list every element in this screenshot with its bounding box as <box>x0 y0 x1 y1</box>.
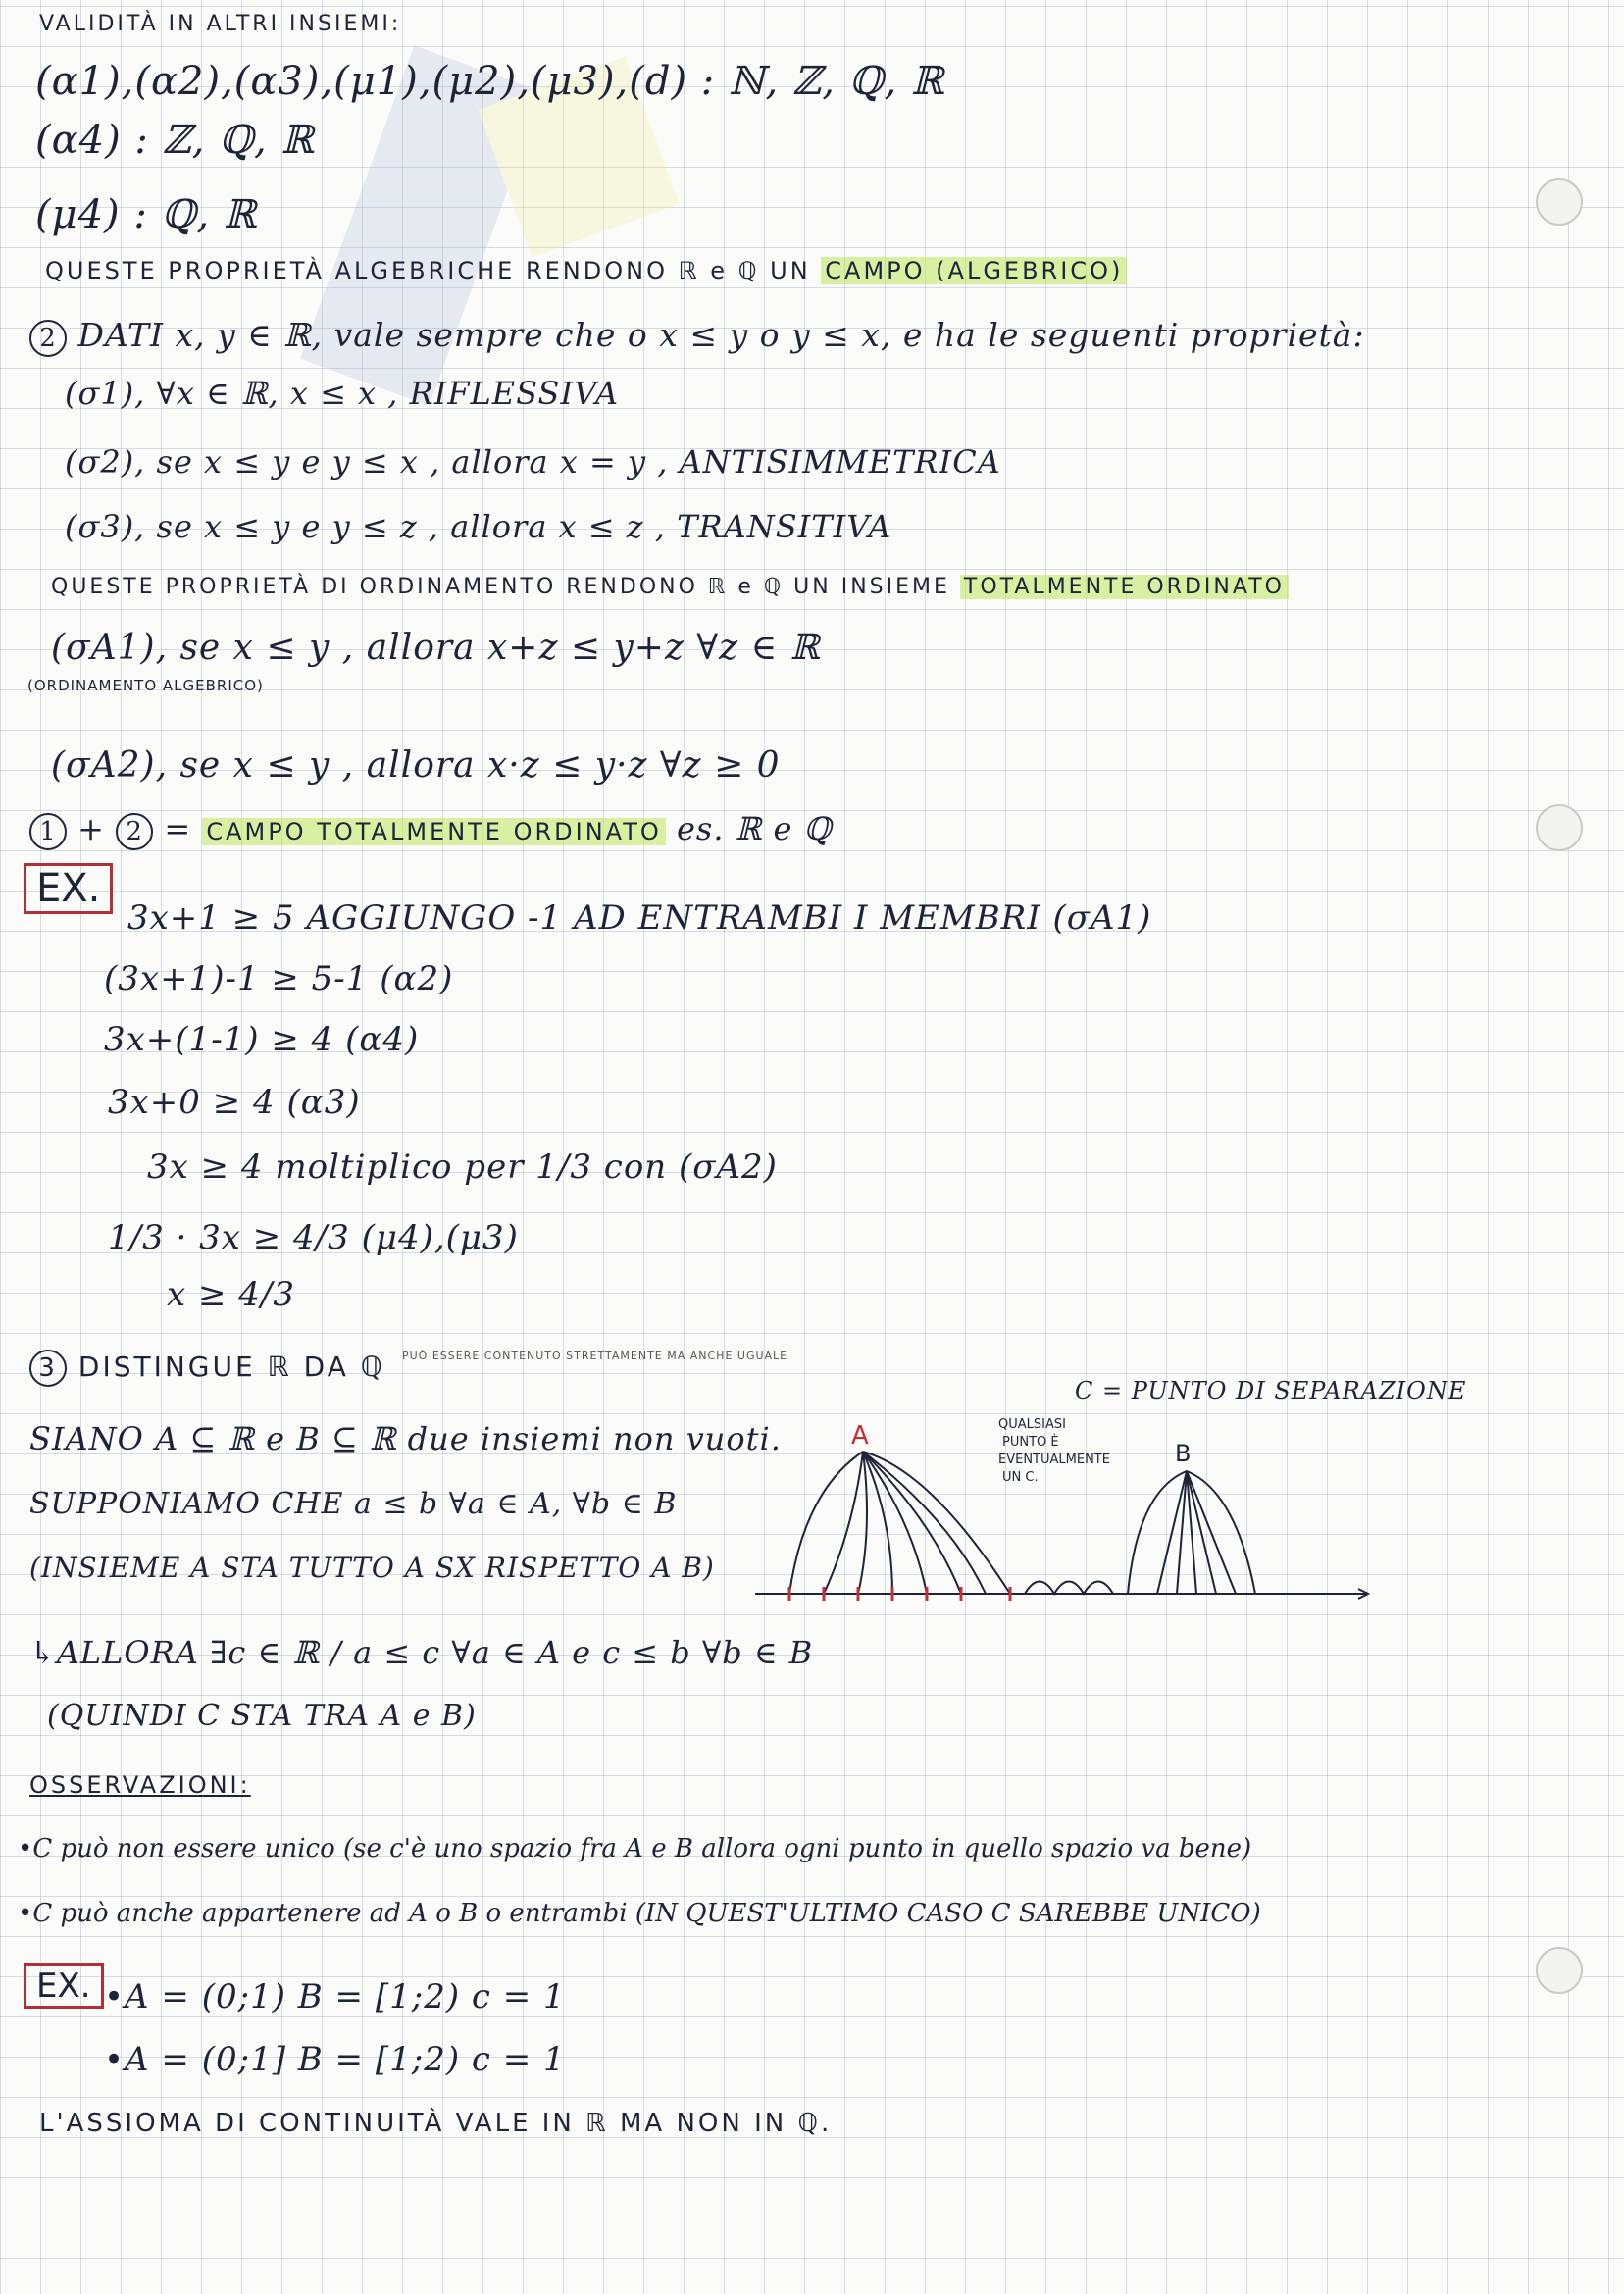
continuity-axiom-statement: L'ASSIOMA DI CONTINUITÀ VALE IN ℝ MA NON IN ℚ. <box>39 2109 833 2138</box>
any-point-note-1: QUALSIASI <box>998 1417 1066 1432</box>
any-point-note-4: UN C. <box>1002 1470 1039 1485</box>
example-2-box: EX. <box>24 1963 104 2009</box>
example-1-box: EX. <box>24 863 113 914</box>
observation-2: •C può anche appartenere ad A o B o entrambi (IN QUEST'ULTIMO CASO C SAREBBE UNICO) <box>18 1899 1261 1928</box>
totalmente-ordinato-highlight: TOTALMENTE ORDINATO <box>960 575 1289 599</box>
binder-hole-top <box>1536 178 1583 226</box>
separation-point-label: C = PUNTO DI SEPARAZIONE <box>1075 1377 1467 1404</box>
order-statement-text: QUESTE PROPRIETÀ DI ORDINAMENTO RENDONO ℝ e ℚ UN INSIEME <box>51 575 950 599</box>
example-1-line-4: 3x+0 ≥ 4 (α3) <box>108 1083 361 1122</box>
section-2-text: DATI x, y ∈ ℝ, vale sempre che o x ≤ y o y ≤ x, e ha le seguenti proprietà: <box>77 316 1365 354</box>
ref-2-circle: 2 <box>116 813 153 850</box>
any-point-note-2: PUNTO È <box>1002 1435 1059 1450</box>
example-1-line-1: 3x+1 ≥ 5 AGGIUNGO -1 AD ENTRAMBI I MEMBRI (σA1) <box>127 898 1152 938</box>
campo-totale-highlight: CAMPO TOTALMENTE ORDINATO <box>202 818 665 845</box>
campo-totale-line <box>29 810 832 850</box>
section-2-intro <box>29 316 1365 357</box>
section-3-text: DISTINGUE ℝ DA ℚ <box>77 1351 385 1383</box>
plus-sign: + <box>77 810 105 847</box>
any-point-note-3: EVENTUALMENTE <box>998 1453 1110 1467</box>
algebraic-statement-text: QUESTE PROPRIETÀ ALGEBRICHE RENDONO ℝ e ℚ UN <box>45 257 811 284</box>
section-3-line-5: (QUINDI C STA TRA A e B) <box>47 1699 477 1733</box>
validity-heading: VALIDITÀ IN ALTRI INSIEMI: <box>39 12 402 36</box>
property-sigmaA2: (σA2), se x ≤ y , allora x·z ≤ y·z ∀z ≥ 0 <box>51 745 781 786</box>
validity-line-3: (μ4) : ℚ, ℝ <box>35 192 258 237</box>
section-3-line-1: SIANO A ⊆ ℝ e B ⊆ ℝ due insiemi non vuoti. <box>29 1420 782 1457</box>
section-3-title <box>29 1350 385 1387</box>
section-3-line-2: SUPPONIAMO CHE a ≤ b ∀a ∈ A, ∀b ∈ B <box>29 1487 678 1521</box>
set-b-label: B <box>1175 1440 1192 1467</box>
section-3-number: 3 <box>29 1350 67 1387</box>
set-b-arcs <box>1128 1471 1255 1594</box>
example-1-line-7: x ≥ 4/3 <box>167 1275 295 1314</box>
ref-1-circle: 1 <box>29 813 67 850</box>
observation-1: •C può non essere unico (se c'è uno spazio fra A e B allora ogni punto in quello spazio va bene) <box>18 1834 1252 1863</box>
example-2-line-1: •A = (0;1) B = [1;2) c = 1 <box>104 1977 566 2016</box>
set-a-arcs <box>789 1452 1010 1594</box>
campo-algebrico-highlight: CAMPO (ALGEBRICO) <box>821 257 1127 284</box>
gap-loops <box>1025 1582 1113 1595</box>
set-a-label: A <box>851 1421 869 1451</box>
binder-hole-bottom <box>1536 1947 1583 1994</box>
order-statement <box>51 575 1289 599</box>
property-sigmaA1: (σA1), se x ≤ y , allora x+z ≤ y+z ∀z ∈ ℝ <box>51 628 821 668</box>
example-1-line-3: 3x+(1-1) ≥ 4 (α4) <box>104 1020 420 1059</box>
ordinamento-algebrico-note: (ORDINAMENTO ALGEBRICO) <box>27 677 264 694</box>
binder-hole-middle <box>1536 804 1583 851</box>
example-1-line-6: 1/3 · 3x ≥ 4/3 (μ4),(μ3) <box>108 1218 519 1257</box>
algebraic-statement <box>45 257 1127 284</box>
example-1-line-5: 3x ≥ 4 moltiplico per 1/3 con (σA2) <box>147 1147 778 1187</box>
validity-line-2: (α4) : ℤ, ℚ, ℝ <box>35 118 315 163</box>
equals-sign: = <box>164 810 192 847</box>
observations-heading: OSSERVAZIONI: <box>29 1771 251 1799</box>
example-2-line-2: •A = (0;1] B = [1;2) c = 1 <box>104 2040 566 2079</box>
campo-totale-example: es. ℝ e ℚ <box>676 810 833 847</box>
property-sigma3: (σ3), se x ≤ y e y ≤ z , allora x ≤ z , TRANSITIVA <box>65 508 892 545</box>
property-sigma2: (σ2), se x ≤ y e y ≤ x , allora x = y , ANTISIMMETRICA <box>65 443 1001 481</box>
section-2-number: 2 <box>29 320 67 357</box>
section-3-line-4: ↳ALLORA ∃c ∈ ℝ / a ≤ c ∀a ∈ A e c ≤ b ∀b ∈ B <box>29 1634 814 1671</box>
validity-line-1: (α1),(α2),(α3),(μ1),(μ2),(μ3),(d) : ℕ, ℤ, ℚ, ℝ <box>35 59 945 104</box>
property-sigma1: (σ1), ∀x ∈ ℝ, x ≤ x , RIFLESSIVA <box>65 375 620 412</box>
subset-note: PUÒ ESSERE CONTENUTO STRETTAMENTE MA ANCHE UGUALE <box>402 1350 788 1362</box>
example-1-line-2: (3x+1)-1 ≥ 5-1 (α2) <box>104 959 454 998</box>
section-3-line-3: (INSIEME A STA TUTTO A SX RISPETTO A B) <box>29 1552 715 1584</box>
separation-diagram <box>745 1412 1373 1638</box>
